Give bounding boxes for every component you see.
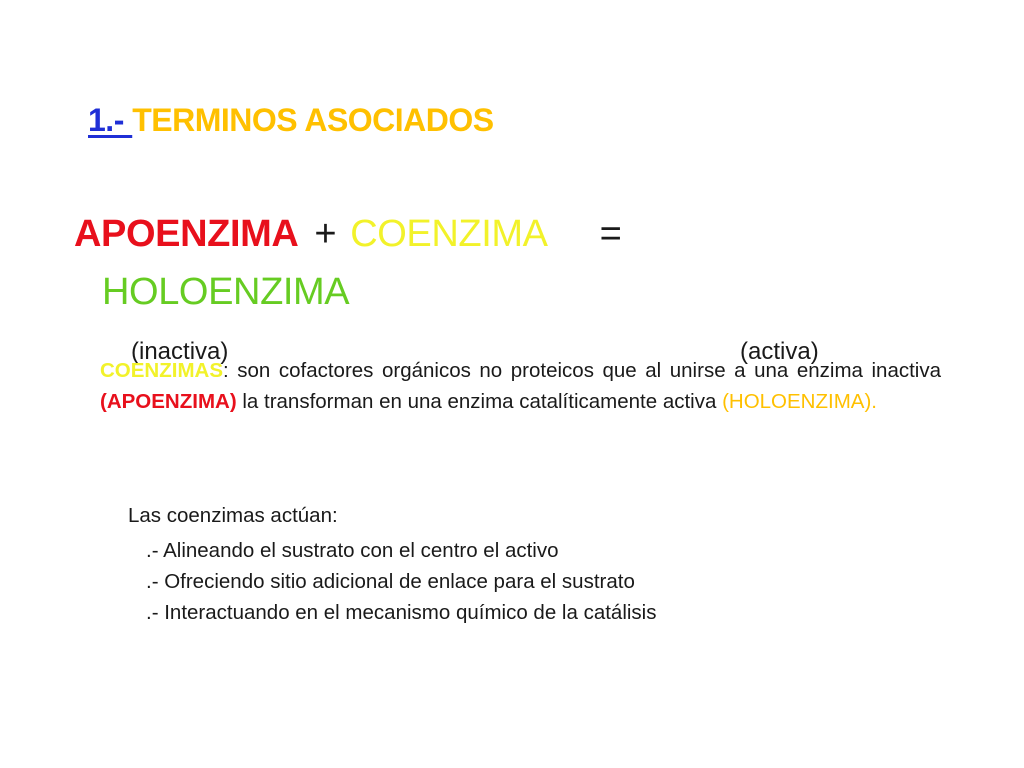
list-item: .- Ofreciendo sitio adicional de enlace para el sustrato [146, 570, 635, 593]
heading-number: 1.- [88, 102, 133, 138]
enzyme-equation [74, 213, 621, 256]
apoenzima-term: APOENZIMA [74, 213, 299, 255]
slide-heading [88, 102, 494, 139]
definition-apoenzima: (APOENZIMA) [100, 390, 237, 413]
actions-intro: Las coenzimas actúan: [128, 504, 338, 527]
definition-term: COENZIMAS [100, 359, 223, 382]
definition-text-2: la transforman en una enzima catalíticamente activa [236, 390, 723, 413]
active-label: (activa) [740, 338, 819, 365]
holoenzima-term: HOLOENZIMA [102, 271, 350, 313]
inactive-label: (inactiva) [131, 338, 229, 365]
coenzyme-definition [100, 355, 941, 417]
heading-title: TERMINOS ASOCIADOS [132, 102, 494, 138]
equals-sign: = [599, 213, 622, 255]
list-item: .- Interactuando en el mecanismo químico de la catálisis [146, 601, 657, 624]
list-item: .- Alineando el sustrato con el centro el activo [146, 539, 559, 562]
definition-period: . [871, 390, 877, 413]
definition-text-1: : son cofactores orgánicos no proteicos que al unirse a una enzima inactiva [223, 359, 941, 382]
coenzima-term: COENZIMA [350, 213, 548, 255]
definition-holoenzima: (HOLOENZIMA) [722, 390, 872, 413]
plus-sign: + [314, 213, 337, 255]
actions-list [146, 535, 656, 628]
